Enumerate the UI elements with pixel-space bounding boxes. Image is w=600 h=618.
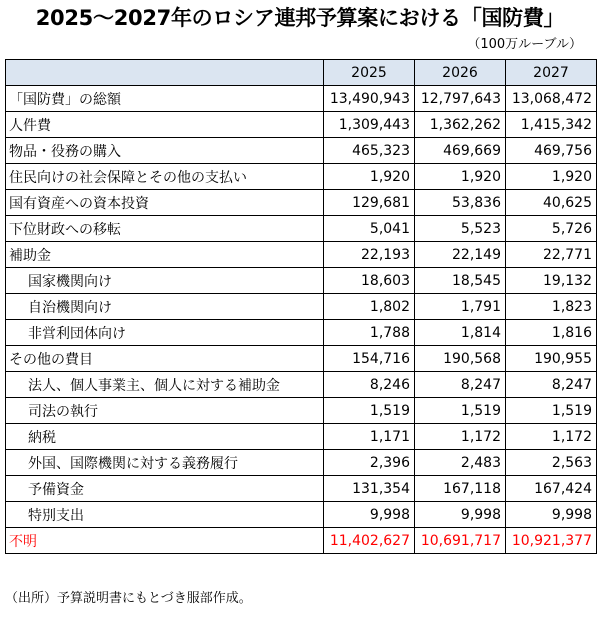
value-cell-2027: 167,424 bbox=[506, 476, 597, 502]
value-cell-2026: 5,523 bbox=[415, 216, 506, 242]
value-cell-2025: 9,998 bbox=[324, 502, 415, 528]
value-cell-2025: 465,323 bbox=[324, 138, 415, 164]
row-label: 納税 bbox=[6, 424, 324, 450]
value-cell-2026: 1,920 bbox=[415, 164, 506, 190]
value-cell-2027: 13,068,472 bbox=[506, 86, 597, 112]
value-cell-2027: 1,823 bbox=[506, 294, 597, 320]
value-cell-2027: 190,955 bbox=[506, 346, 597, 372]
budget-table bbox=[5, 59, 597, 554]
value-cell-2027: 22,771 bbox=[506, 242, 597, 268]
value-cell-2025: 1,519 bbox=[324, 398, 415, 424]
table-row bbox=[6, 164, 597, 190]
table-row bbox=[6, 112, 597, 138]
value-cell-2027: 40,625 bbox=[506, 190, 597, 216]
value-cell-2026: 469,669 bbox=[415, 138, 506, 164]
value-cell-2025: 2,396 bbox=[324, 450, 415, 476]
value-cell-2026: 18,545 bbox=[415, 268, 506, 294]
row-label: 住民向けの社会保障とその他の支払い bbox=[6, 164, 324, 190]
value-cell-2026: 167,118 bbox=[415, 476, 506, 502]
value-cell-2025: 1,920 bbox=[324, 164, 415, 190]
row-label: 非営利団体向け bbox=[6, 320, 324, 346]
value-cell-2026: 22,149 bbox=[415, 242, 506, 268]
value-cell-2025: 1,309,443 bbox=[324, 112, 415, 138]
row-label: 自治機関向け bbox=[6, 294, 324, 320]
value-cell-2025: 129,681 bbox=[324, 190, 415, 216]
row-label: 物品・役務の購入 bbox=[6, 138, 324, 164]
row-label: 国家機関向け bbox=[6, 268, 324, 294]
row-label: 人件費 bbox=[6, 112, 324, 138]
table-row bbox=[6, 424, 597, 450]
row-label: 国有資産への資本投資 bbox=[6, 190, 324, 216]
value-cell-2025: 1,802 bbox=[324, 294, 415, 320]
value-cell-2025: 1,788 bbox=[324, 320, 415, 346]
table-row bbox=[6, 372, 597, 398]
value-cell-2026: 1,519 bbox=[415, 398, 506, 424]
row-label: 予備資金 bbox=[6, 476, 324, 502]
value-cell-2027: 8,247 bbox=[506, 372, 597, 398]
source-note: （出所）予算説明書にもとづき服部作成。 bbox=[5, 591, 252, 606]
value-cell-2026: 2,483 bbox=[415, 450, 506, 476]
value-cell-2027: 9,998 bbox=[506, 502, 597, 528]
header-year-2027: 2027 bbox=[506, 60, 597, 86]
value-cell-2026: 12,797,643 bbox=[415, 86, 506, 112]
value-cell-2026: 9,998 bbox=[415, 502, 506, 528]
value-cell-2027: 2,563 bbox=[506, 450, 597, 476]
value-cell-2026: 1,172 bbox=[415, 424, 506, 450]
row-label: 下位財政への移転 bbox=[6, 216, 324, 242]
value-cell-2027: 1,920 bbox=[506, 164, 597, 190]
value-cell-2027: 19,132 bbox=[506, 268, 597, 294]
table-body bbox=[6, 86, 597, 554]
row-label: 司法の執行 bbox=[6, 398, 324, 424]
table-title: 2025～2027年のロシア連邦予算案における「国防費」 bbox=[35, 6, 565, 30]
table-row bbox=[6, 476, 597, 502]
table-row bbox=[6, 528, 597, 554]
row-label: 外国、国際機関に対する義務履行 bbox=[6, 450, 324, 476]
value-cell-2025: 131,354 bbox=[324, 476, 415, 502]
row-label: 特別支出 bbox=[6, 502, 324, 528]
value-cell-2027: 5,726 bbox=[506, 216, 597, 242]
table-row bbox=[6, 502, 597, 528]
value-cell-2026: 1,814 bbox=[415, 320, 506, 346]
row-label: 不明 bbox=[6, 528, 324, 554]
row-label: その他の費目 bbox=[6, 346, 324, 372]
table-row bbox=[6, 450, 597, 476]
value-cell-2025: 8,246 bbox=[324, 372, 415, 398]
row-label: 法人、個人事業主、個人に対する補助金 bbox=[6, 372, 324, 398]
value-cell-2025: 5,041 bbox=[324, 216, 415, 242]
value-cell-2025: 22,193 bbox=[324, 242, 415, 268]
value-cell-2027: 469,756 bbox=[506, 138, 597, 164]
value-cell-2027: 1,172 bbox=[506, 424, 597, 450]
table-row bbox=[6, 190, 597, 216]
table-row bbox=[6, 216, 597, 242]
table-row bbox=[6, 346, 597, 372]
value-cell-2025: 1,171 bbox=[324, 424, 415, 450]
value-cell-2027: 1,415,342 bbox=[506, 112, 597, 138]
table-row bbox=[6, 86, 597, 112]
value-cell-2027: 1,519 bbox=[506, 398, 597, 424]
value-cell-2025: 11,402,627 bbox=[324, 528, 415, 554]
table-row bbox=[6, 268, 597, 294]
header-year-2025: 2025 bbox=[324, 60, 415, 86]
value-cell-2026: 53,836 bbox=[415, 190, 506, 216]
value-cell-2027: 10,921,377 bbox=[506, 528, 597, 554]
value-cell-2025: 18,603 bbox=[324, 268, 415, 294]
table-row bbox=[6, 398, 597, 424]
value-cell-2026: 190,568 bbox=[415, 346, 506, 372]
header-blank-cell bbox=[6, 60, 324, 86]
row-label: 補助金 bbox=[6, 242, 324, 268]
header-year-2026: 2026 bbox=[415, 60, 506, 86]
header-row bbox=[6, 60, 597, 86]
table-row bbox=[6, 294, 597, 320]
table-row bbox=[6, 138, 597, 164]
unit-label: （100万ルーブル） bbox=[467, 37, 582, 52]
table-row bbox=[6, 320, 597, 346]
table-row bbox=[6, 242, 597, 268]
row-label: 「国防費」の総額 bbox=[6, 86, 324, 112]
value-cell-2026: 1,362,262 bbox=[415, 112, 506, 138]
value-cell-2026: 1,791 bbox=[415, 294, 506, 320]
value-cell-2025: 13,490,943 bbox=[324, 86, 415, 112]
value-cell-2025: 154,716 bbox=[324, 346, 415, 372]
value-cell-2026: 8,247 bbox=[415, 372, 506, 398]
value-cell-2027: 1,816 bbox=[506, 320, 597, 346]
value-cell-2026: 10,691,717 bbox=[415, 528, 506, 554]
